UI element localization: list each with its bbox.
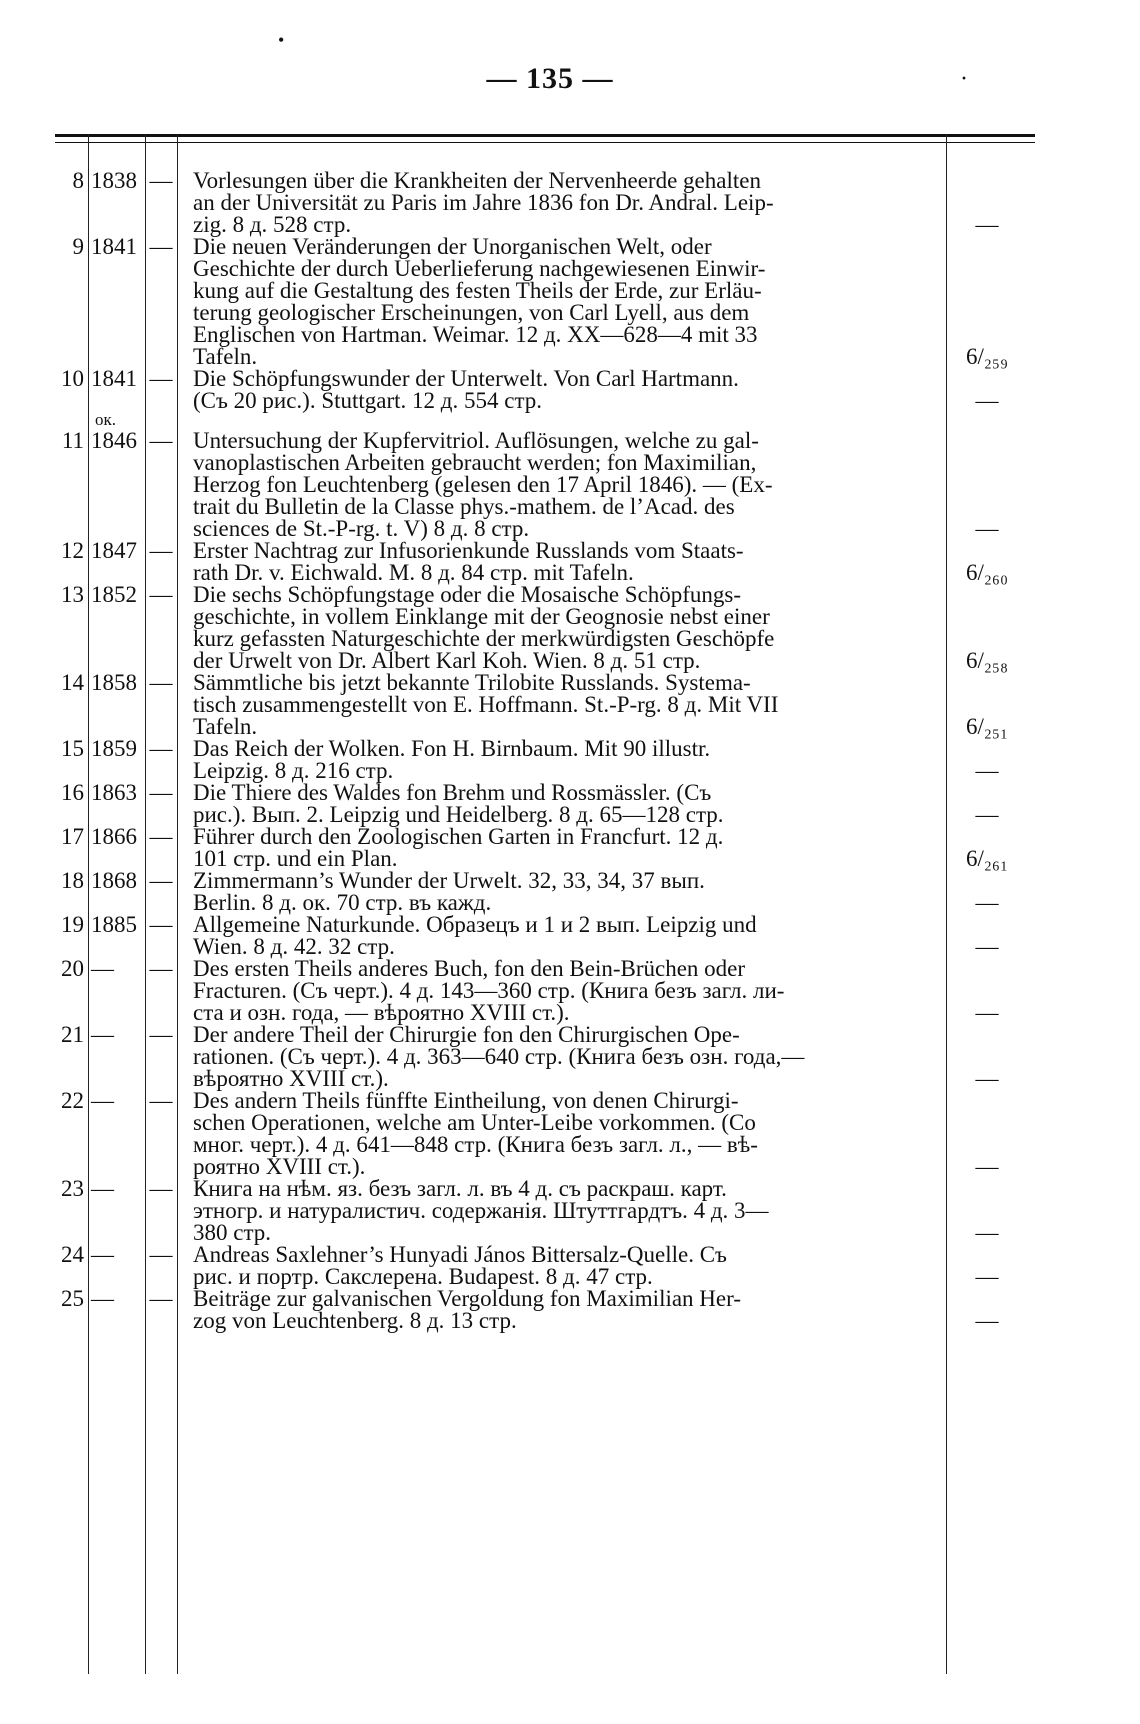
entry-year: 1841 [91, 366, 137, 391]
entry-dash: — [149, 780, 173, 805]
entry-dash: — [149, 1088, 173, 1113]
entry-description: Erster Nachtrag zur Infusorienkunde Russlands vom Staats- rath Dr. v. Eichwald. M. 8 д. 84 стр. mit Tafeln. [193, 538, 744, 585]
entry-description: Des andern Theils fünffte Eintheilung, von denen Chirurgi- schen Operationen, welche am Unter-Leibe vorkommen. (Со мног. черт.). 4 д. 641—848 стр. (Книга безъ загл. л., — вѣ- роятно XVIII ст.). [193, 1088, 758, 1179]
entry-number: 22 [61, 1088, 84, 1113]
entry-description: Führer durch den Zoologischen Garten in Francfurt. 12 д. 101 стр. und ein Plan. [193, 824, 724, 871]
table-row [0, 1090, 1140, 1178]
entry-year: 1866 [91, 824, 137, 849]
entry-year: 1847 [91, 538, 137, 563]
table-row [0, 410, 1140, 541]
entry-year: — [91, 1022, 114, 1047]
entry-reference: — [975, 1264, 999, 1289]
entry-dash: — [149, 868, 173, 893]
entry-number: 25 [61, 1286, 84, 1311]
table-row [0, 1178, 1140, 1244]
table-row [0, 170, 1140, 236]
entry-number: 16 [61, 780, 84, 805]
entry-dash: — [149, 670, 173, 695]
entry-reference: — [975, 1154, 999, 1179]
entry-year: 1868 [91, 868, 137, 893]
entry-description: Sämmtliche bis jetzt bekannte Trilobite Russlands. Systema- tisch zusammengestellt von E. Hoffmann. St.-P-rg. 8 д. Mit VII Tafeln. [193, 670, 779, 739]
entry-number: 8 [72, 168, 84, 193]
entry-dash: — [149, 1286, 173, 1311]
entry-number: 19 [61, 912, 84, 937]
ink-dot: · [960, 66, 968, 92]
table-row [0, 1244, 1140, 1288]
entry-year: — [91, 956, 114, 981]
entry-number: 10 [61, 366, 84, 391]
table-row [0, 236, 1140, 368]
entry-dash: — [149, 956, 173, 981]
entry-dash: — [149, 428, 173, 453]
entry-number: 23 [61, 1176, 84, 1201]
entry-year: 1838 [91, 168, 137, 193]
entry-number: 21 [61, 1022, 84, 1047]
entry-year: 1846 ок. [91, 410, 137, 453]
entry-reference: 6/₂₅₈ [966, 648, 1008, 673]
entry-description: Andreas Saxlehner’s Hunyadi János Bittersalz-Quelle. Съ рис. и портр. Сакслерена. Budapest. 8 д. 47 стр. [193, 1242, 727, 1289]
entry-year: 1859 [91, 736, 137, 761]
entry-dash: — [149, 736, 173, 761]
entry-reference: — [975, 516, 999, 541]
entry-description: Der andere Theil der Chirurgie fon den Chirurgischen Ope- rationen. (Съ черт.). 4 д. 363—640 стр. (Книга безъ озн. года,— вѣроятно XVIII ст.). [193, 1022, 805, 1091]
entry-description: Die sechs Schöpfungstage oder die Mosaische Schöpfungs- geschichte, in vollem Einklange mit der Geognosie nebst einer kurz gefassten Naturgeschichte der merkwürdigsten Geschöpfe der Urwelt von Dr. Albert Karl Koh. Wien. 8 д. 51 стр. [193, 582, 775, 673]
entry-reference: — [975, 1000, 999, 1025]
table-row [0, 672, 1140, 738]
table-row [0, 870, 1140, 914]
entry-reference: 6/₂₆₀ [966, 560, 1008, 585]
entry-number: 9 [72, 234, 84, 259]
entry-number: 17 [61, 824, 84, 849]
entry-dash: — [149, 168, 173, 193]
entry-reference: — [975, 1308, 999, 1333]
entry-dash: — [149, 912, 173, 937]
entry-dash: — [149, 1022, 173, 1047]
table-row [0, 584, 1140, 672]
entry-reference: — [975, 802, 999, 827]
entry-year: — [91, 1286, 114, 1311]
entry-reference: 6/₂₅₁ [966, 714, 1008, 739]
entry-description: Die neuen Veränderungen der Unorganischen Welt, oder Geschichte der durch Ueberlieferung nachgewiesenen Einwir- kung auf die Gestaltung des festen Theils der Erde, zur Erläu- terung geologischer Erscheinungen, von Carl Lyell, aus dem Englischen von Hartman. Weimar. 12 д. XX—628—4 mit 33 Tafeln. [193, 234, 766, 369]
ink-mark: • [278, 30, 285, 50]
entry-dash: — [149, 366, 173, 391]
table-row [0, 1024, 1140, 1090]
entry-year: — [91, 1242, 114, 1267]
entry-description: Die Thiere des Waldes fon Brehm und Rossmässler. (Съ рис.). Вып. 2. Leipzig und Heidelberg. 8 д. 65—128 стр. [193, 780, 724, 827]
entry-year: 1841 [91, 234, 137, 259]
entry-number: 11 [61, 428, 84, 453]
year-note: ок. [95, 410, 117, 429]
entry-reference: — [975, 212, 999, 237]
entry-description: Zimmermann’s Wunder der Urwelt. 32, 33, 34, 37 вып. Berlin. 8 д. ок. 70 стр. въ кажд. [193, 868, 705, 915]
entry-reference: — [975, 1220, 999, 1245]
entry-year: 1852 [91, 582, 137, 607]
table-row [0, 368, 1140, 412]
table-row [0, 914, 1140, 958]
entry-description: Книга на нѣм. яз. безъ загл. л. въ 4 д. съ раскраш. карт. этногр. и натуралистич. содержанія. Штуттгардтъ. 4 д. 3— 380 стр. [193, 1176, 769, 1245]
entry-dash: — [149, 582, 173, 607]
header-rule-thin [55, 142, 1035, 143]
entry-number: 12 [61, 538, 84, 563]
entry-description: Allgemeine Naturkunde. Образецъ и 1 и 2 вып. Leipzig und Wien. 8 д. 42. 32 стр. [193, 912, 757, 959]
entry-number: 20 [61, 956, 84, 981]
table-row [0, 540, 1140, 584]
table-row [0, 738, 1140, 782]
entry-year: 1863 [91, 780, 137, 805]
entry-dash: — [149, 1176, 173, 1201]
entry-number: 18 [61, 868, 84, 893]
entry-description: Beiträge zur galvanischen Vergoldung fon Maximilian Her- zog von Leuchtenberg. 8 д. 13 стр. [193, 1286, 741, 1333]
entry-dash: — [149, 1242, 173, 1267]
entry-dash: — [149, 234, 173, 259]
header-rule [55, 134, 1035, 137]
entry-year: 1885 [91, 912, 137, 937]
entry-reference: 6/₂₆₁ [966, 846, 1008, 871]
entry-reference: — [975, 388, 999, 413]
table-row [0, 1288, 1140, 1332]
entry-description: Das Reich der Wolken. Fon H. Birnbaum. Mit 90 illustr. Leipzig. 8 д. 216 стр. [193, 736, 711, 783]
entry-reference: — [975, 758, 999, 783]
entry-dash: — [149, 824, 173, 849]
entry-year: — [91, 1088, 114, 1113]
entry-description: Die Schöpfungswunder der Unterwelt. Von Carl Hartmann. (Съ 20 рис.). Stuttgart. 12 д. 554 стр. [193, 366, 739, 413]
entry-year: — [91, 1176, 114, 1201]
entry-dash: — [149, 538, 173, 563]
entry-reference: 6/₂₅₉ [966, 344, 1008, 369]
entry-number: 14 [61, 670, 84, 695]
entry-number: 24 [61, 1242, 84, 1267]
page-number: — 135 — [486, 62, 614, 95]
entry-description: Vorlesungen über die Krankheiten der Nervenheerde gehalten an der Universität zu Paris im Jahre 1836 fon Dr. Andral. Leip- zig. 8 д. 528 стр. [193, 168, 774, 237]
entry-number: 15 [61, 736, 84, 761]
entry-number: 13 [61, 582, 84, 607]
entry-reference: — [975, 890, 999, 915]
entry-year: 1858 [91, 670, 137, 695]
table-row [0, 826, 1140, 870]
entry-description: Untersuchung der Kupfervitriol. Auflösungen, welche zu gal- vanoplastischen Arbeiten gebraucht werden; fon Maximilian, Herzog fon Leuchtenberg (gelesen den 17 April 1846). — (Ex- trait du Bulletin de la Classe phys.-mathem. de l’Acad. des sciences de St.-P-rg. t. V) 8 д. 8 стр. [193, 428, 773, 541]
table-row [0, 958, 1140, 1024]
entry-reference: — [975, 934, 999, 959]
entry-description: Des ersten Theils anderes Buch, fon den Bein-Brüchen oder Fracturen. (Съ черт.). 4 д. 143—360 стр. (Книга безъ загл. ли- ста и озн. года, — вѣроятно XVIII ст.). [193, 956, 785, 1025]
table-row [0, 782, 1140, 826]
entry-reference: — [975, 1066, 999, 1091]
